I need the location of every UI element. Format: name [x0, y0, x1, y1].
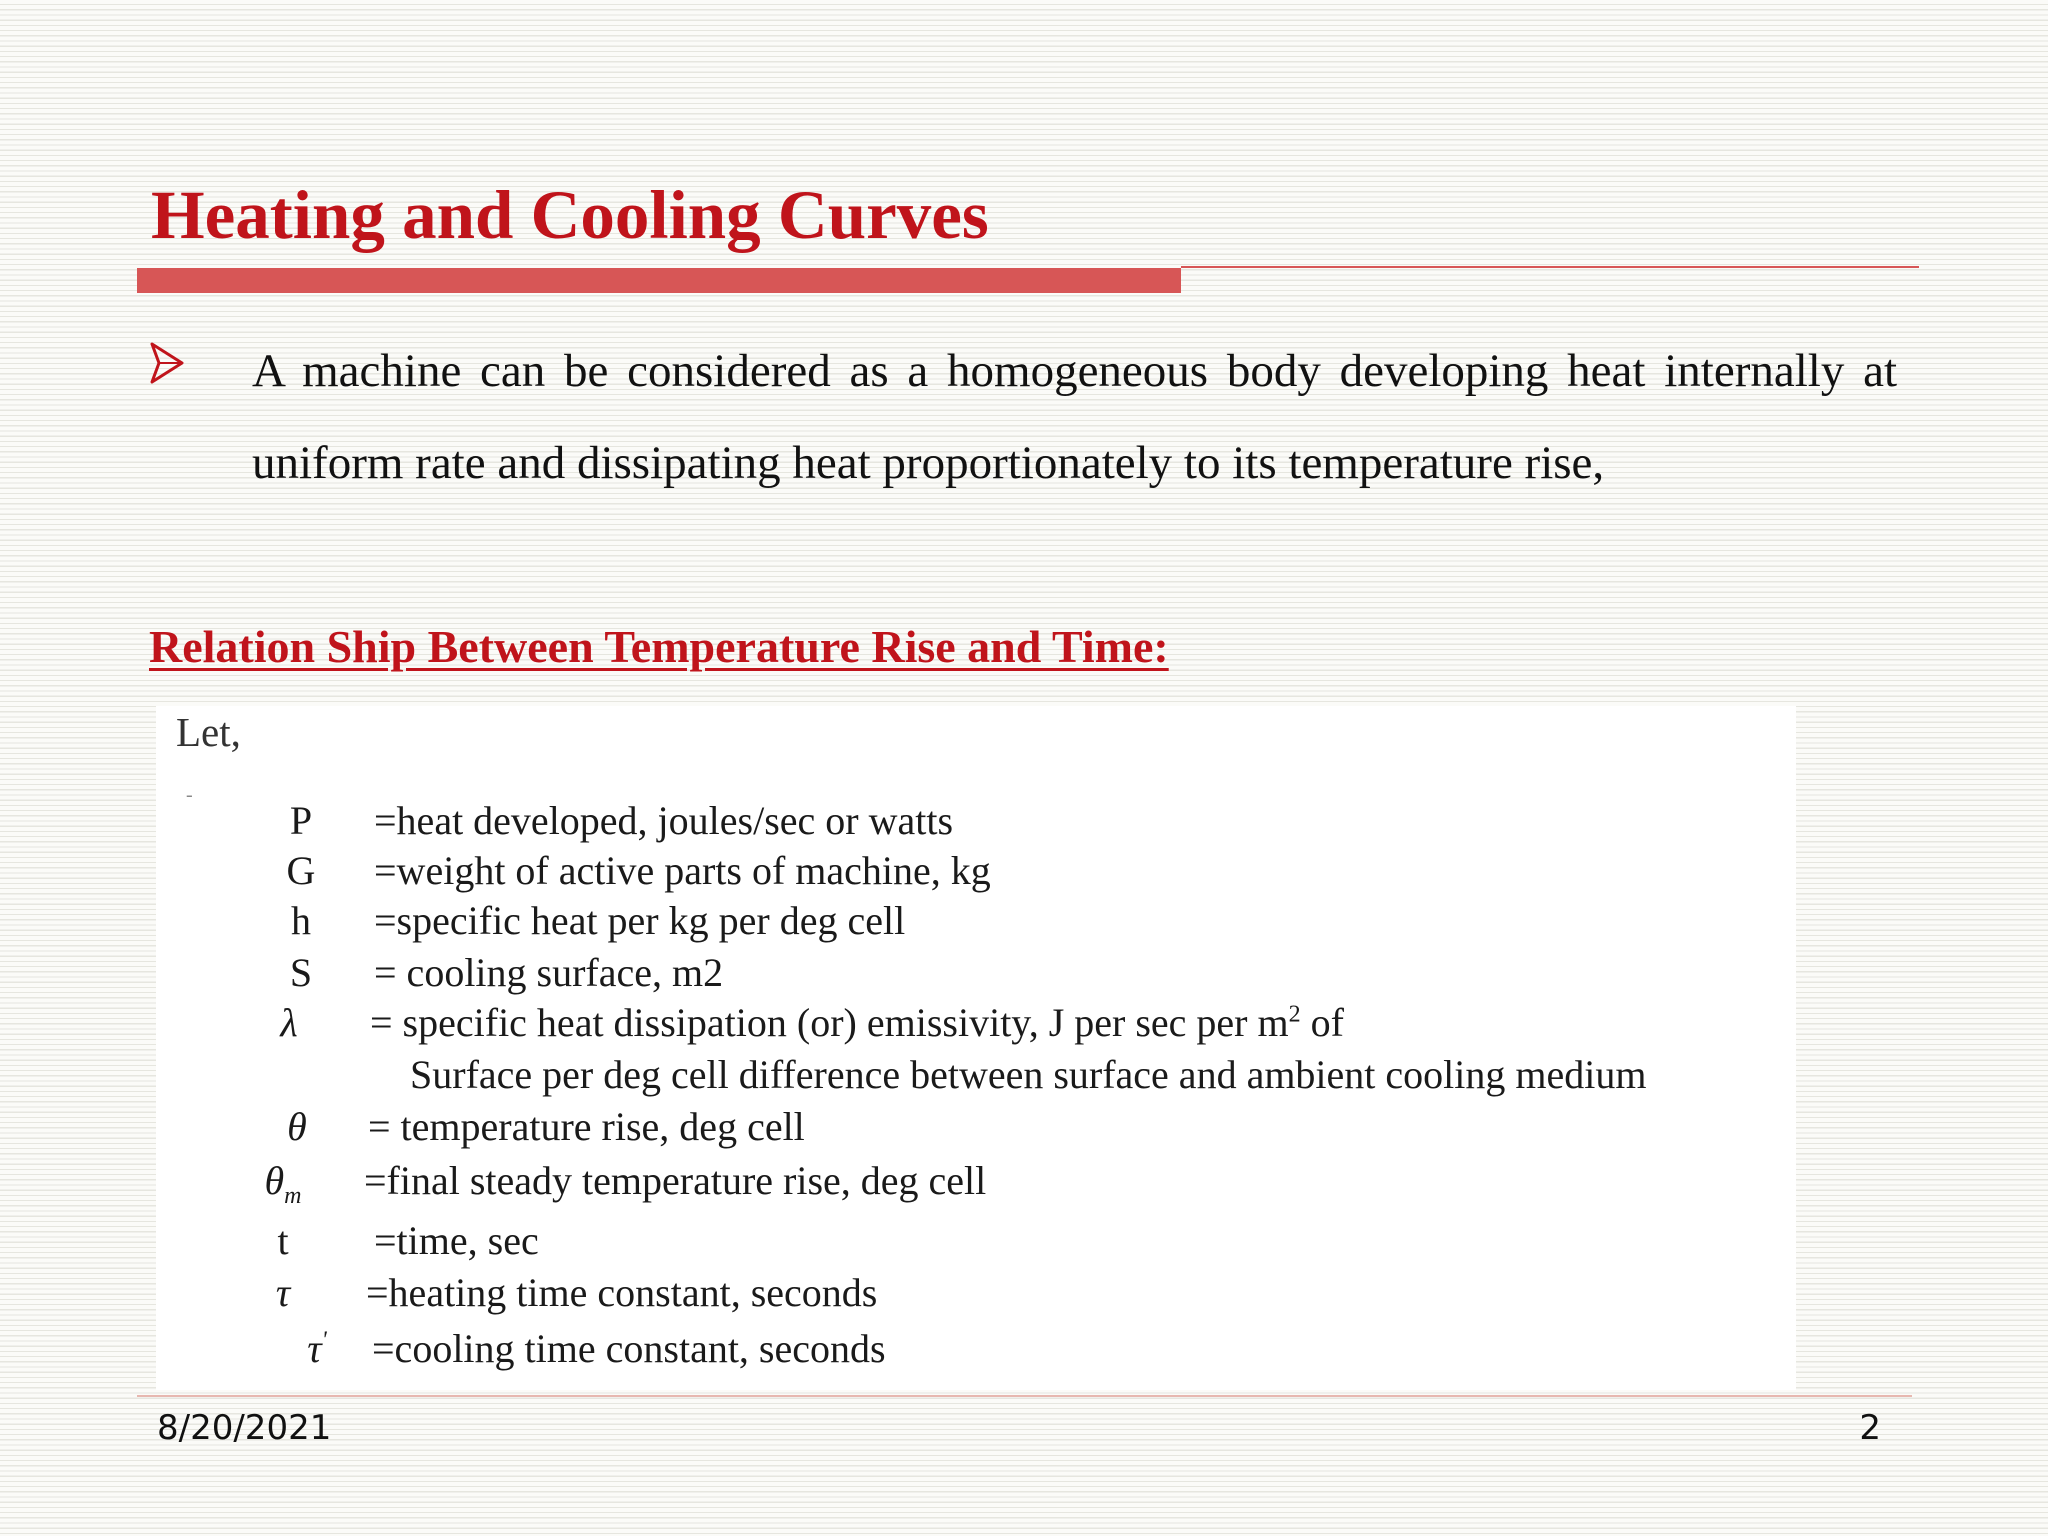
definition-text: =cooling time constant, seconds: [372, 1326, 886, 1371]
definition-superscript: 2: [1288, 1001, 1301, 1028]
definition-symbol: θ: [287, 1104, 307, 1149]
title-underline-rule: [1181, 266, 1919, 268]
page-number: 2: [1859, 1408, 1881, 1448]
definition-symbol: h: [291, 898, 311, 943]
definition-text: =final steady temperature rise, deg cell: [364, 1158, 987, 1203]
definition-symbol: S: [289, 950, 313, 995]
definition-text: = specific heat dissipation (or) emissivity, J per sec per m: [370, 1000, 1289, 1045]
section-heading: Relation Ship Between Temperature Rise and Time:: [149, 621, 1169, 672]
definitions-intro: Let,: [176, 709, 241, 755]
definition-text: =time, sec: [374, 1218, 539, 1263]
definition-text: =specific heat per kg per deg cell: [374, 898, 906, 943]
definition-text: =weight of active parts of machine, kg: [374, 848, 991, 893]
slide-title: Heating and Cooling Curves: [151, 177, 989, 253]
definition-text: =heating time constant, seconds: [366, 1270, 878, 1315]
definition-symbol: τ: [275, 1270, 291, 1315]
footer-divider: [137, 1395, 1912, 1397]
title-underline-bar: [137, 268, 1181, 293]
arrow-bullet-icon: [148, 338, 188, 388]
definition-text-continued: of: [1300, 1000, 1344, 1045]
definitions-panel: [156, 706, 1796, 1390]
definition-text: =heat developed, joules/sec or watts: [374, 798, 954, 843]
definition-text: = temperature rise, deg cell: [368, 1104, 805, 1149]
definition-text: = cooling surface, m2: [374, 950, 724, 995]
bullet-paragraph: A machine can be considered as a homogeneous body developing heat internally at uniform rate and dissipating heat proportionately to its temperature rise,: [252, 345, 1897, 489]
definition-symbol: θ: [264, 1158, 285, 1203]
definition-text-continued: Surface per deg cell difference between surface and ambient cooling medium: [410, 1052, 1647, 1097]
definition-subscript: m: [284, 1183, 302, 1209]
definition-symbol: G: [286, 848, 316, 893]
footer-date: 8/20/2021: [157, 1408, 332, 1448]
definition-symbol: λ: [280, 1000, 298, 1045]
stray-mark: -: [186, 784, 193, 806]
definition-superscript: ': [321, 1327, 327, 1354]
definition-symbol: P: [289, 798, 313, 843]
definition-symbol: t: [277, 1218, 289, 1263]
definition-symbol: τ: [307, 1326, 322, 1371]
